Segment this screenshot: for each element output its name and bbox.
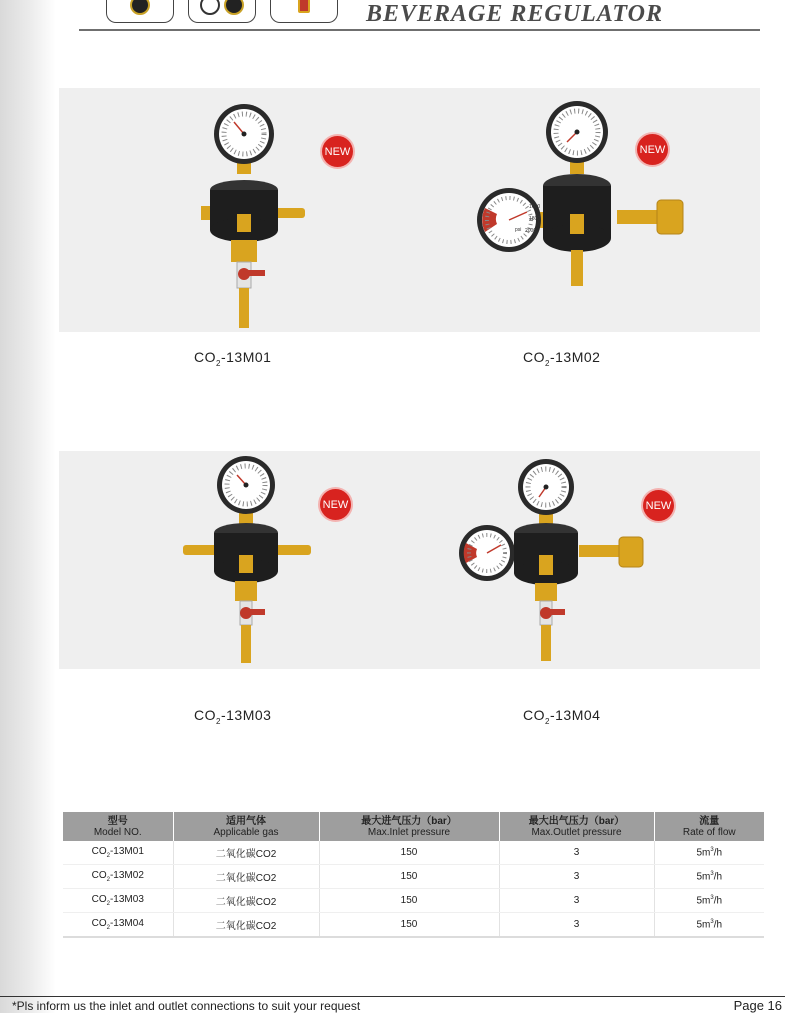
page-edge-shadow xyxy=(0,0,56,1013)
cell-flow: $5m^3/h$ xyxy=(654,841,764,865)
cell-model: $CO_2-13M02$ xyxy=(63,865,173,889)
caption-13m04: $CO_2-13M04$ xyxy=(523,707,601,726)
header-product-icons xyxy=(106,0,338,23)
cell-outlet: 3 xyxy=(499,889,654,913)
regulator-13m03-image xyxy=(179,455,319,667)
product-panel-bottom xyxy=(59,451,760,669)
regulator-13m01-image xyxy=(187,102,307,332)
cell-model: $CO_2-13M01$ xyxy=(63,841,173,865)
cell-outlet: 3 xyxy=(499,913,654,938)
table-row xyxy=(63,841,764,865)
column-header-inlet: 最大进气压力（bar） Max.Inlet pressure xyxy=(319,812,499,841)
page-title: BEVERAGE REGULATOR xyxy=(366,1,663,27)
footer-rule xyxy=(0,996,785,997)
table-row xyxy=(63,913,764,938)
cell-inlet: 150 xyxy=(319,889,499,913)
regulator-13m02-image xyxy=(467,100,687,290)
table-row xyxy=(63,889,764,913)
cell-gas: 二氧化碳CO2 xyxy=(173,913,319,938)
column-header-model: 型号 Model NO. xyxy=(63,812,173,841)
cell-gas: 二氧化碳CO2 xyxy=(173,841,319,865)
cell-inlet: 150 xyxy=(319,865,499,889)
page-number: Page 16 xyxy=(733,998,782,1013)
header-icon-regulator-single xyxy=(106,0,174,23)
gauge-tick-1600: 1600 xyxy=(529,204,541,210)
title-underline xyxy=(79,29,760,31)
column-header-flow: 流量 Rate of flow xyxy=(654,812,764,841)
header-icon-valve xyxy=(270,0,338,23)
table-header-row xyxy=(63,812,764,841)
cell-flow: $5m^3/h$ xyxy=(654,865,764,889)
caption-13m03: $CO_2-13M03$ xyxy=(194,707,272,726)
new-badge: NEW xyxy=(643,490,674,521)
table-row xyxy=(63,865,764,889)
regulator-13m04-image xyxy=(451,457,651,665)
column-header-outlet: 最大出气压力（bar） Max.Outlet pressure xyxy=(499,812,654,841)
product-panel-top xyxy=(59,88,760,332)
cell-model: $CO_2-13M04$ xyxy=(63,913,173,938)
cell-inlet: 150 xyxy=(319,841,499,865)
new-badge: NEW xyxy=(637,134,668,165)
cell-inlet: 150 xyxy=(319,913,499,938)
cell-outlet: 3 xyxy=(499,865,654,889)
column-header-gas: 适用气体 Applicable gas xyxy=(173,812,319,841)
new-badge: NEW xyxy=(322,136,353,167)
cell-model: $CO_2-13M03$ xyxy=(63,889,173,913)
caption-13m01: $CO_2-13M01$ xyxy=(194,349,272,368)
cell-gas: 二氧化碳CO2 xyxy=(173,865,319,889)
new-badge: NEW xyxy=(320,489,351,520)
footer-note: *Pls inform us the inlet and outlet connections to suit your request xyxy=(12,999,361,1013)
cell-gas: 二氧化碳CO2 xyxy=(173,889,319,913)
cell-flow: $5m^3/h$ xyxy=(654,889,764,913)
gauge-tick-2000: 2000 xyxy=(525,228,537,234)
caption-13m02: $CO_2-13M02$ xyxy=(523,349,601,368)
gauge-unit-psi: psi xyxy=(515,227,522,233)
header-icon-regulator-double xyxy=(188,0,256,23)
cell-outlet: 3 xyxy=(499,841,654,865)
cell-flow: $5m^3/h$ xyxy=(654,913,764,938)
gauge-tick-1800: 1800 xyxy=(529,216,541,222)
spec-table xyxy=(63,812,764,938)
